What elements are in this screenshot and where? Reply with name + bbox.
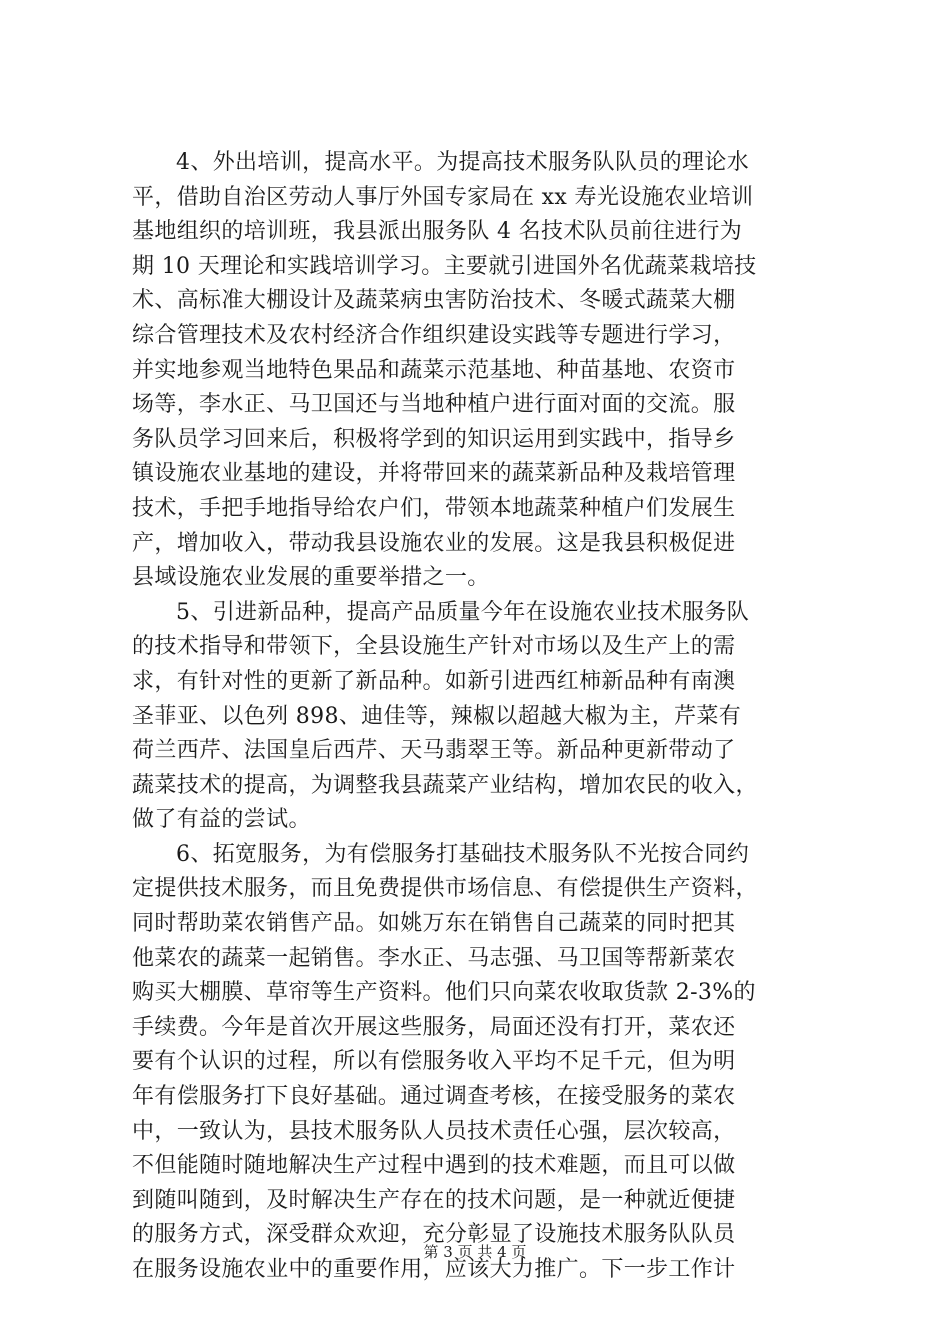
text-line: 综合管理技术及农村经济合作组织建设实践等专题进行学习， xyxy=(132,322,736,348)
text-line: 术、高标准大棚设计及蔬菜病虫害防治技术、冬暖式蔬菜大棚 xyxy=(132,288,736,314)
text-line: 并实地参观当地特色果品和蔬菜示范基地、种苗基地、农资市 xyxy=(132,357,736,383)
page-number-footer: 第 3 页 共 4 页 xyxy=(423,1243,527,1261)
paragraph-outside-training xyxy=(132,146,828,596)
text-line: 定提供技术服务，而且免费提供市场信息、有偿提供生产资料， xyxy=(132,876,758,902)
text-line: 做了有益的尝试。 xyxy=(132,807,311,833)
text-line: 他菜农的蔬菜一起销售。李水正、马志强、马卫国等帮新菜农 xyxy=(132,945,736,971)
text-line: 求，有针对性的更新了新品种。如新引进西红柿新品种有南澳 xyxy=(132,668,736,694)
text-line: 中，一致认为，县技术服务队人员技术责任心强，层次较高， xyxy=(132,1118,736,1144)
text-line: 基地组织的培训班，我县派出服务队 4 名技术队员前往进行为 xyxy=(132,219,743,245)
text-line: 镇设施农业基地的建设，并将带回来的蔬菜新品种及栽培管理 xyxy=(132,461,736,487)
text-line: 县域设施农业发展的重要举措之一。 xyxy=(132,565,490,591)
text-line: 手续费。今年是首次开展这些服务，局面还没有打开，菜农还 xyxy=(132,1014,736,1040)
text-line: 务队员学习回来后，积极将学到的知识运用到实践中，指导乡 xyxy=(132,426,736,452)
text-line: 的技术指导和带领下，全县设施生产针对市场以及生产上的需 xyxy=(132,634,736,660)
text-line: 年有偿服务打下良好基础。通过调查考核，在接受服务的菜农 xyxy=(132,1084,736,1110)
text-line: 场等，李水正、马卫国还与当地种植户进行面对面的交流。服 xyxy=(132,392,736,418)
text-line: 期 10 天理论和实践培训学习。主要就引进国外名优蔬菜栽培技 xyxy=(132,253,757,279)
text-line: 4、外出培训，提高水平。为提高技术服务队队员的理论水 xyxy=(176,150,750,175)
text-line: 的服务方式，深受群众欢迎，充分彰显了设施技术服务队队员 xyxy=(132,1222,736,1248)
paragraph-new-varieties xyxy=(132,596,828,838)
text-line: 同时帮助菜农销售产品。如姚万东在销售自己蔬菜的同时把其 xyxy=(132,911,736,937)
text-line: 技术，手把手地指导给农户们，带领本地蔬菜种植户们发展生 xyxy=(132,495,736,521)
paragraph-expand-services xyxy=(132,838,828,1288)
text-line: 圣菲亚、以色列 898、迪佳等，辣椒以超越大椒为主，芹菜有 xyxy=(132,703,742,729)
text-line: 要有个认识的过程，所以有偿服务收入平均不足千元，但为明 xyxy=(132,1049,736,1075)
text-line: 5、引进新品种，提高产品质量今年在设施农业技术服务队 xyxy=(176,599,750,625)
text-line: 平，借助自治区劳动人事厅外国专家局在 xx 寿光设施农业培训 xyxy=(132,184,754,210)
text-line: 荷兰西芹、法国皇后西芹、天马翡翠王等。新品种更新带动了 xyxy=(132,738,736,764)
text-line: 到随叫随到，及时解决生产存在的技术问题，是一种就近便捷 xyxy=(132,1187,736,1213)
text-line: 购买大棚膜、草帘等生产资料。他们只向菜农收取货款 2-3%的 xyxy=(132,980,756,1006)
text-line: 在服务设施农业中的重要作用，应该大力推广。下一步工作计 xyxy=(132,1257,736,1282)
text-line: 蔬菜技术的提高，为调整我县蔬菜产业结构，增加农民的收入， xyxy=(132,772,758,798)
text-line: 不但能随时随地解决生产过程中遇到的技术难题，而且可以做 xyxy=(132,1153,736,1179)
text-line: 6、拓宽服务，为有偿服务打基础技术服务队不光按合同约 xyxy=(176,841,750,867)
document-body xyxy=(132,146,828,1288)
text-line: 产，增加收入，带动我县设施农业的发展。这是我县积极促进 xyxy=(132,530,736,556)
